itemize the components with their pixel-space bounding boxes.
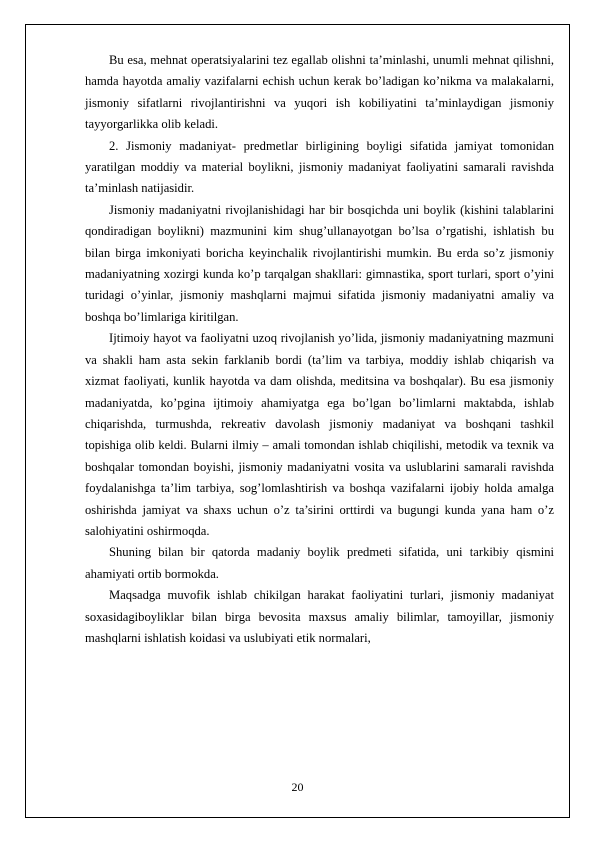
paragraph-3: Jismoniy madaniyatni rivojlanishidagi har bir bosqichda uni boylik (kishini talablarini qondiradigan boylikni) mazmunini kim shug’ullanayotgan bo’lsa o’rgatishi, ishlatish bu bilan birga imkoniyati boricha keyinchalik rivojlantirishi mumkin. Bu erda so’z jismoniy madaniyatning xozirgi kunda ko’p tarqalgan shakllari: gimnastika, sport turlari, sport o’yini turidagi o’yinlar, jismoniy mashqlarni majmui sifatida jismoniy madaniyatni amaliy va boshqa bo’limlariga kiritilgan. <box>85 202 554 324</box>
paragraph-2: 2. Jismoniy madaniyat- predmetlar birligining boyligi sifatida jamiyat tomonidan yaratilgan moddiy va material boylikni, jismoniy madaniyat faoliyatini samarali ravishda ta’minlash natijasidir. <box>85 138 554 196</box>
paragraph-4: Ijtimoiy hayot va faoliyatni uzoq rivojlanish yo’lida, jismoniy madaniyatning mazmuni va shakli ham asta sekin farklanib bordi (ta’lim va tarbiya, moddiy ishlab chiqarish va xizmat faoliyati, kunlik hayotda va dam olishda, meditsina va boshqalar). Bu esa jismoniy madaniyatda, ko’pgina ijtimoiy ahamiyatga ega bo’lgan bo’limlarni maktabda, ishlab chiqarishda, turmushda, rekreativ davolash jismoniy madaniyat va boshqani tashkil topishiga olib keldi. Bularni ilmiy – amali tomondan ishlab chiqilishi, metodik va texnik va boshqalar tomondan boyishi, jismoniy madaniyatni vosita va uslublarini samarali ravishda foydalanishga ta’lim tarbiya, sog’lomlashtirish va boshqa vazifalarni ijobiy holda amalga oshirishda jamiyat va shaxs uchun o’z ta’sirini orttirdi va bugungi kunda yana ham o’z salohiyatini oshirmoqda. <box>85 331 554 538</box>
page-number: 20 <box>291 780 304 794</box>
paragraph-6: Maqsadga muvofik ishlab chikilgan harakat faoliyatini turlari, jismoniy madaniyat soxasidagiboyliklar bilan birga bevosita maxsus amaliy bilimlar, tamoyillar, jismoniy mashqlarni ishlatish koidasi va uslubiyati etik normalari, <box>85 588 554 645</box>
paragraph-1: Bu esa, mehnat operatsiyalarini tez egallab olishni ta’minlashi, unumli mehnat qilishni, hamda hayotda amaliy vazifalarni echish uchun kerak bo’ladigan ko’nikma va malakalarni, jismoniy sifatlarni rivojlantirishni va yuqori ish kobiliyatini ta’minlaydigan jismoniy tayyorgarlikka olib keladi. <box>85 53 554 132</box>
document-body <box>85 50 554 649</box>
paragraph-5: Shuning bilan bir qatorda madaniy boylik predmeti sifatida, uni tarkibiy qismini ahamiyati ortib bormokda. <box>85 545 554 581</box>
